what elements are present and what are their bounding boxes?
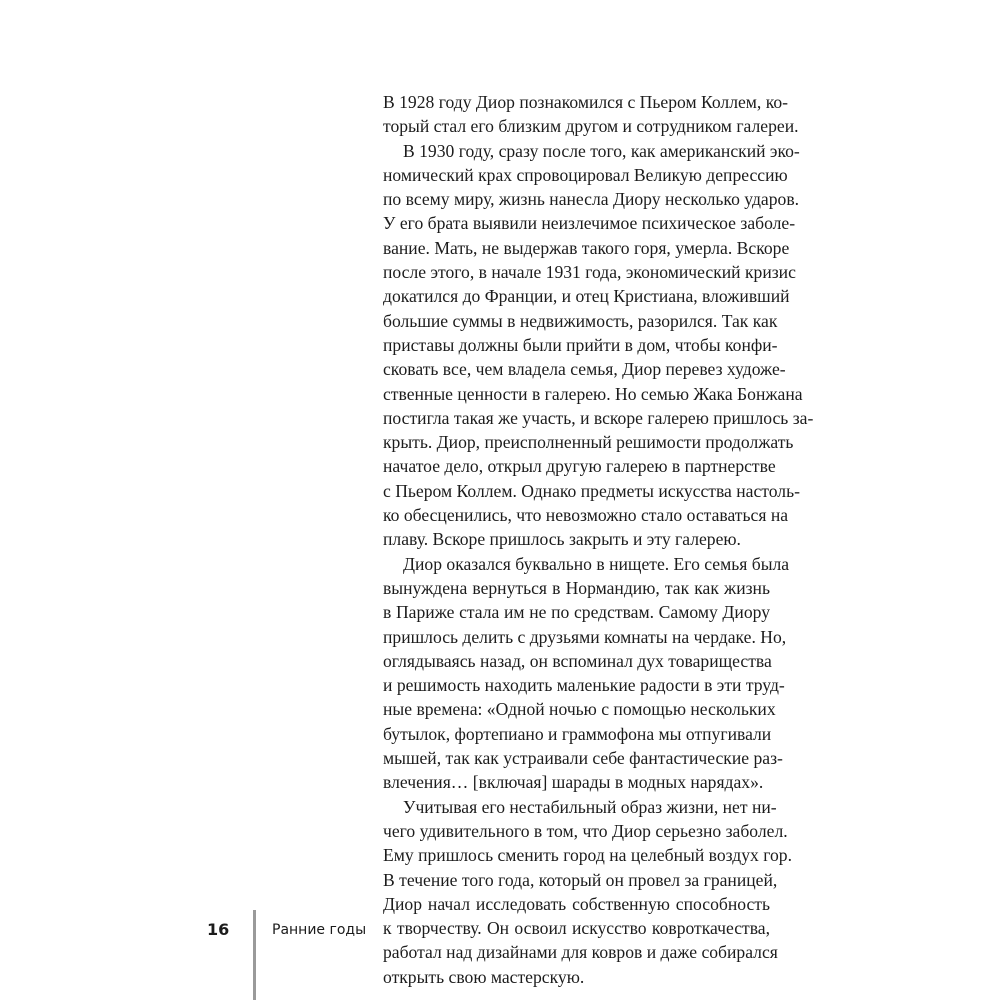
text-line: ственные ценности в галерею. Но семью Жака Бонжана [383,383,803,404]
text-line: ные времена: «Одной ночью с помощью нескольких [383,699,776,720]
text-line: сковать все, чем владела семья, Диор перевез художе- [383,359,786,380]
text-line: бутылок, фортепиано и граммофона мы отпугивали [383,723,772,744]
text-line: вание. Мать, не выдержав такого горя, умерла. Вскоре [383,237,790,258]
text-line: В 1930 году, сразу после того, как американский эко- [403,140,800,161]
text-line: и решимость находить маленькие радости в эти труд- [383,675,785,696]
paragraph [383,90,799,139]
text-line: У его брата выявили неизлечимое психическое заболе- [383,213,796,234]
text-line: мышей, так как устраивали себе фантастические раз- [383,748,783,769]
text-line: плаву. Вскоре пришлось закрыть и эту галерею. [383,529,741,550]
text-line: работал над дизайнами для ковров и даже собирался [383,942,778,963]
footer-divider [253,910,256,1000]
text-line: Диор оказался буквально в нищете. Его семья была [403,553,790,574]
text-line: вынуждена вернуться в Нормандию, так как жизнь [383,577,770,598]
text-line: к творчеству. Он освоил искусство ковроткачества, [383,918,770,939]
text-line: Ему пришлось сменить город на целебный воздух гор. [383,845,792,866]
running-section-title: Ранние годы [272,922,367,938]
text-line: Учитывая его нестабильный образ жизни, нет ни- [403,796,777,817]
paragraph [383,795,792,989]
text-line: Диор начал исследовать собственную способность [383,893,770,914]
text-line: В 1928 году Диор познакомился с Пьером Коллем, ко- [383,92,789,112]
text-line: в Париже стала им не по средствам. Самому Диору [383,602,770,623]
page-number: 16 [207,920,230,939]
text-line: торый стал его близким другом и сотрудником галереи. [383,116,799,137]
text-line: докатился до Франции, и отец Кристиана, вложивший [383,286,790,307]
text-line: влечения… [включая] шарады в модных нарядах». [383,772,764,793]
text-line: приставы должны были прийти в дом, чтобы конфи- [383,334,778,355]
paragraph [383,552,790,795]
text-line: с Пьером Коллем. Однако предметы искусства настоль- [383,480,800,501]
text-line: пришлось делить с друзьями комнаты на чердаке. Но, [383,626,787,647]
text-line: В течение того года, который он провел за границей, [383,869,778,890]
text-line: после этого, в начале 1931 года, экономический кризис [383,262,796,283]
text-line: большие суммы в недвижимость, разорился. Так как [383,310,778,331]
text-line: постигла такая же участь, и вскоре галерею пришлось за- [383,407,814,428]
body-text [383,90,814,989]
text-line: номический крах спровоцировал Великую депрессию [383,164,788,185]
text-line: открыть свою мастерскую. [383,966,585,987]
text-line: начатое дело, открыл другую галерею в партнерстве [383,456,776,477]
paragraph [383,139,814,552]
text-line: чего удивительного в том, что Диор серьезно заболел. [383,820,788,841]
text-line: крыть. Диор, преисполненный решимости продолжать [383,432,794,453]
text-line: ко обесценились, что невозможно стало оставаться на [383,505,789,526]
text-line: по всему миру, жизнь нанесла Диору несколько ударов. [383,189,800,210]
text-line: оглядываясь назад, он вспоминал дух товарищества [383,650,772,671]
